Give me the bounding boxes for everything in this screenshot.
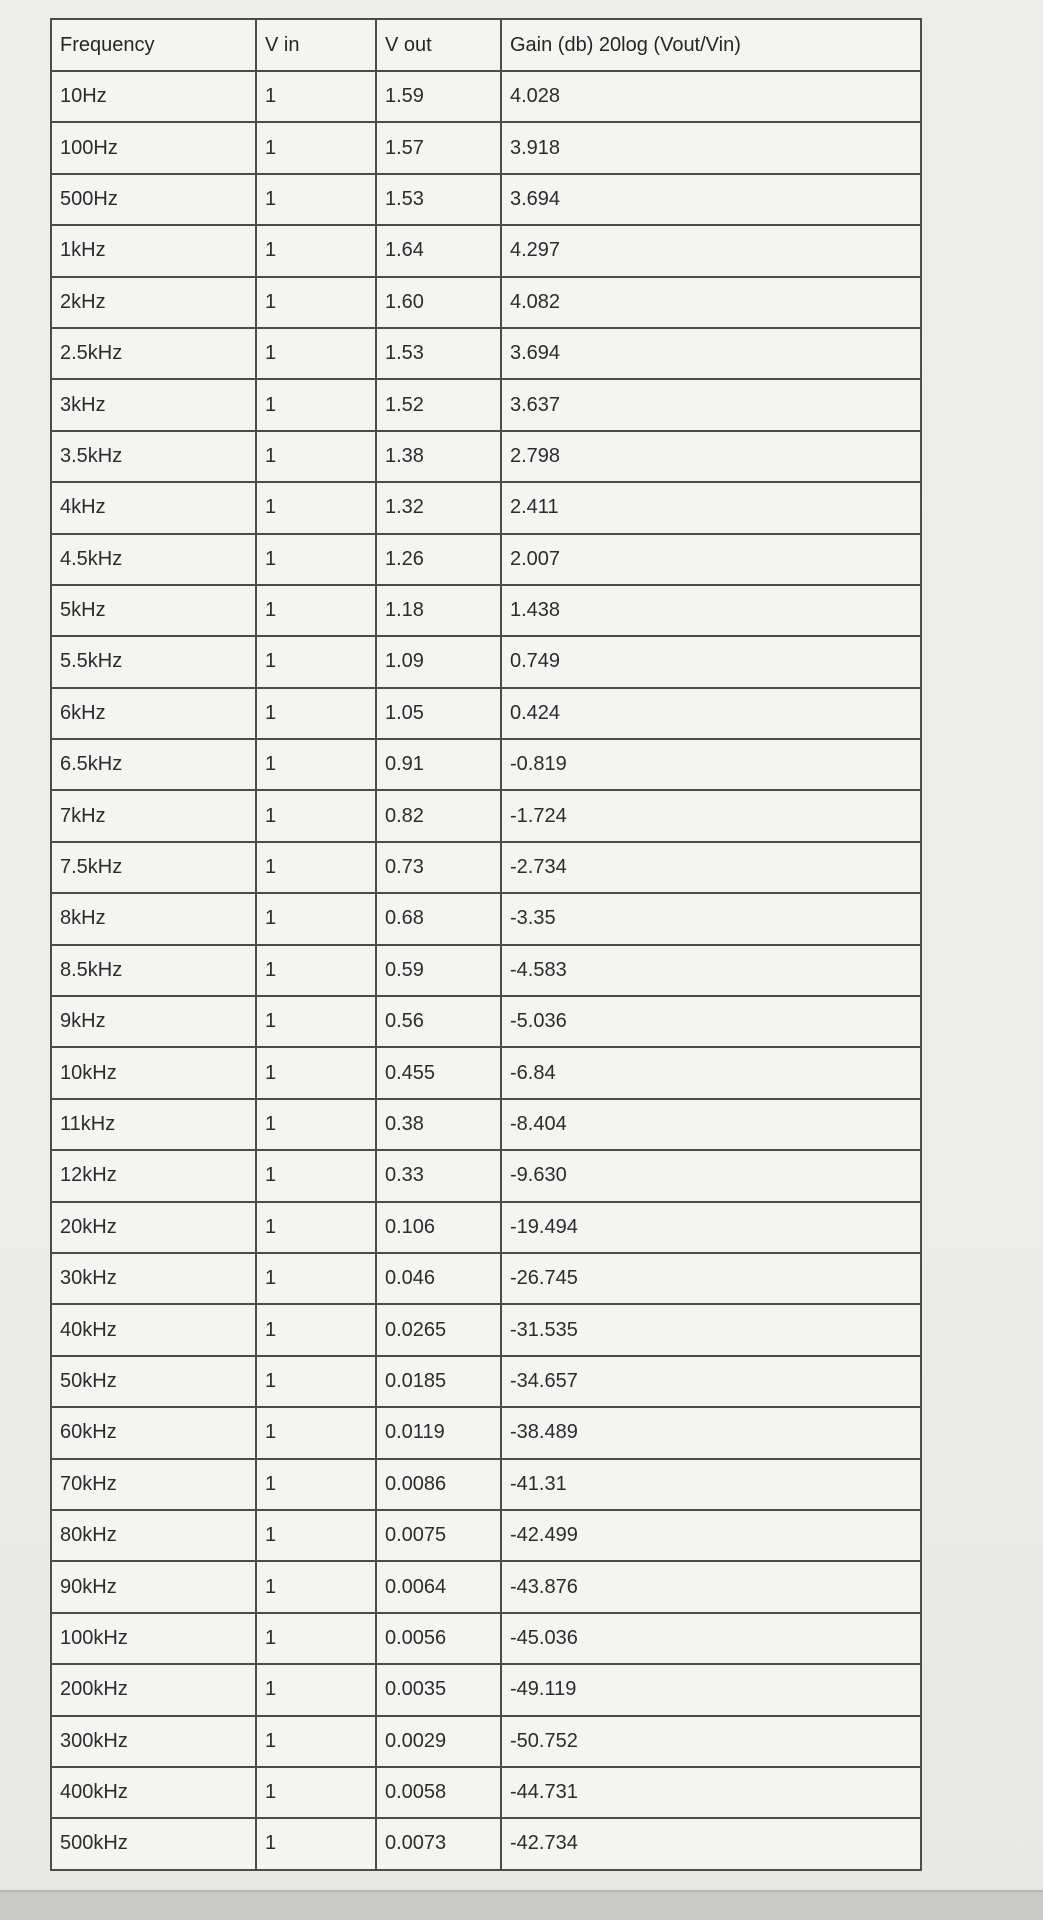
table-row — [51, 1150, 921, 1201]
cell-frequency: 30kHz — [51, 1253, 256, 1304]
cell-v-in: 1 — [256, 1099, 376, 1150]
cell-v-out: 0.68 — [376, 893, 501, 944]
cell-frequency: 3kHz — [51, 379, 256, 430]
cell-frequency: 3.5kHz — [51, 431, 256, 482]
table-row — [51, 1304, 921, 1355]
cell-v-out: 1.53 — [376, 328, 501, 379]
cell-frequency: 500Hz — [51, 174, 256, 225]
cell-frequency: 7.5kHz — [51, 842, 256, 893]
cell-gain: -42.499 — [501, 1510, 921, 1561]
cell-gain: -43.876 — [501, 1561, 921, 1612]
table-row — [51, 225, 921, 276]
cell-gain: -4.583 — [501, 945, 921, 996]
table-row — [51, 482, 921, 533]
cell-v-in: 1 — [256, 1407, 376, 1458]
cell-frequency: 70kHz — [51, 1459, 256, 1510]
cell-v-in: 1 — [256, 1613, 376, 1664]
cell-v-in: 1 — [256, 1253, 376, 1304]
cell-frequency: 10kHz — [51, 1047, 256, 1098]
cell-v-in: 1 — [256, 996, 376, 1047]
header-frequency: Frequency — [51, 19, 256, 71]
header-row — [51, 19, 921, 71]
cell-gain: -8.404 — [501, 1099, 921, 1150]
cell-v-in: 1 — [256, 431, 376, 482]
table-row — [51, 1407, 921, 1458]
table-row — [51, 174, 921, 225]
cell-v-in: 1 — [256, 174, 376, 225]
cell-gain: -49.119 — [501, 1664, 921, 1715]
table-row — [51, 945, 921, 996]
cell-frequency: 80kHz — [51, 1510, 256, 1561]
cell-v-out: 1.05 — [376, 688, 501, 739]
table-row — [51, 585, 921, 636]
cell-frequency: 5.5kHz — [51, 636, 256, 687]
cell-v-out: 1.26 — [376, 534, 501, 585]
cell-v-in: 1 — [256, 122, 376, 173]
cell-v-in: 1 — [256, 790, 376, 841]
cell-gain: 0.749 — [501, 636, 921, 687]
cell-gain: 3.694 — [501, 174, 921, 225]
cell-v-out: 1.53 — [376, 174, 501, 225]
cell-gain: 4.297 — [501, 225, 921, 276]
cell-v-in: 1 — [256, 945, 376, 996]
cell-frequency: 6.5kHz — [51, 739, 256, 790]
cell-v-in: 1 — [256, 1818, 376, 1869]
cell-gain: 4.082 — [501, 277, 921, 328]
table-row — [51, 1356, 921, 1407]
cell-v-out: 0.38 — [376, 1099, 501, 1150]
cell-gain: -6.84 — [501, 1047, 921, 1098]
cell-gain: 2.798 — [501, 431, 921, 482]
table-row — [51, 893, 921, 944]
cell-v-out: 0.0185 — [376, 1356, 501, 1407]
header-v-in: V in — [256, 19, 376, 71]
table-row — [51, 1613, 921, 1664]
cell-v-in: 1 — [256, 1664, 376, 1715]
cell-v-in: 1 — [256, 585, 376, 636]
cell-frequency: 100kHz — [51, 1613, 256, 1664]
cell-frequency: 200kHz — [51, 1664, 256, 1715]
cell-frequency: 40kHz — [51, 1304, 256, 1355]
cell-gain: -2.734 — [501, 842, 921, 893]
cell-v-out: 0.56 — [376, 996, 501, 1047]
table-row — [51, 996, 921, 1047]
cell-v-in: 1 — [256, 1459, 376, 1510]
table-row — [51, 71, 921, 122]
cell-frequency: 6kHz — [51, 688, 256, 739]
cell-frequency: 60kHz — [51, 1407, 256, 1458]
cell-frequency: 8kHz — [51, 893, 256, 944]
table-row — [51, 1716, 921, 1767]
cell-gain: 1.438 — [501, 585, 921, 636]
table-row — [51, 1561, 921, 1612]
cell-gain: -41.31 — [501, 1459, 921, 1510]
table-row — [51, 1253, 921, 1304]
cell-frequency: 100Hz — [51, 122, 256, 173]
cell-v-out: 0.0064 — [376, 1561, 501, 1612]
cell-gain: -9.630 — [501, 1150, 921, 1201]
cell-gain: -42.734 — [501, 1818, 921, 1869]
table-row — [51, 1459, 921, 1510]
cell-v-out: 0.106 — [376, 1202, 501, 1253]
cell-frequency: 20kHz — [51, 1202, 256, 1253]
cell-gain: -34.657 — [501, 1356, 921, 1407]
cell-frequency: 11kHz — [51, 1099, 256, 1150]
cell-v-out: 0.0029 — [376, 1716, 501, 1767]
cell-v-out: 0.0058 — [376, 1767, 501, 1818]
cell-v-out: 1.38 — [376, 431, 501, 482]
cell-v-in: 1 — [256, 534, 376, 585]
cell-v-in: 1 — [256, 482, 376, 533]
cell-v-out: 0.0075 — [376, 1510, 501, 1561]
cell-v-out: 1.32 — [376, 482, 501, 533]
cell-v-in: 1 — [256, 1150, 376, 1201]
table-row — [51, 1767, 921, 1818]
cell-v-in: 1 — [256, 328, 376, 379]
cell-v-in: 1 — [256, 379, 376, 430]
table-row — [51, 431, 921, 482]
table-row — [51, 1202, 921, 1253]
cell-v-in: 1 — [256, 1304, 376, 1355]
table-row — [51, 277, 921, 328]
cell-v-out: 0.0086 — [376, 1459, 501, 1510]
table-row — [51, 1664, 921, 1715]
frequency-response-table — [50, 18, 922, 1871]
table-row — [51, 1047, 921, 1098]
cell-v-out: 0.0035 — [376, 1664, 501, 1715]
cell-gain: 4.028 — [501, 71, 921, 122]
table-row — [51, 122, 921, 173]
cell-v-in: 1 — [256, 71, 376, 122]
cell-v-in: 1 — [256, 1561, 376, 1612]
cell-gain: -31.535 — [501, 1304, 921, 1355]
cell-frequency: 9kHz — [51, 996, 256, 1047]
cell-gain: -26.745 — [501, 1253, 921, 1304]
cell-v-out: 1.52 — [376, 379, 501, 430]
cell-v-out: 1.18 — [376, 585, 501, 636]
table-row — [51, 1510, 921, 1561]
cell-v-in: 1 — [256, 893, 376, 944]
cell-gain: -44.731 — [501, 1767, 921, 1818]
table-row — [51, 328, 921, 379]
table-row — [51, 739, 921, 790]
cell-v-in: 1 — [256, 1202, 376, 1253]
table-body — [51, 71, 921, 1870]
cell-v-out: 0.0073 — [376, 1818, 501, 1869]
cell-v-out: 0.046 — [376, 1253, 501, 1304]
cell-frequency: 2.5kHz — [51, 328, 256, 379]
table-row — [51, 688, 921, 739]
header-gain: Gain (db) 20log (Vout/Vin) — [501, 19, 921, 71]
table-row — [51, 534, 921, 585]
cell-v-out: 0.91 — [376, 739, 501, 790]
cell-v-in: 1 — [256, 739, 376, 790]
table-row — [51, 842, 921, 893]
cell-v-in: 1 — [256, 1356, 376, 1407]
cell-v-out: 1.64 — [376, 225, 501, 276]
cell-v-in: 1 — [256, 225, 376, 276]
cell-v-out: 1.57 — [376, 122, 501, 173]
cell-gain: 2.007 — [501, 534, 921, 585]
cell-frequency: 50kHz — [51, 1356, 256, 1407]
cell-v-out: 0.33 — [376, 1150, 501, 1201]
bottom-edge — [0, 1890, 1043, 1920]
cell-v-out: 0.82 — [376, 790, 501, 841]
cell-frequency: 5kHz — [51, 585, 256, 636]
table-row — [51, 636, 921, 687]
cell-gain: -38.489 — [501, 1407, 921, 1458]
cell-gain: -5.036 — [501, 996, 921, 1047]
cell-gain: -1.724 — [501, 790, 921, 841]
cell-v-in: 1 — [256, 1510, 376, 1561]
cell-frequency: 2kHz — [51, 277, 256, 328]
cell-gain: 2.411 — [501, 482, 921, 533]
cell-v-in: 1 — [256, 688, 376, 739]
cell-gain: 3.918 — [501, 122, 921, 173]
table-row — [51, 790, 921, 841]
cell-v-out: 1.09 — [376, 636, 501, 687]
table-row — [51, 1818, 921, 1869]
cell-frequency: 500kHz — [51, 1818, 256, 1869]
table-row — [51, 1099, 921, 1150]
cell-frequency: 12kHz — [51, 1150, 256, 1201]
cell-v-in: 1 — [256, 1716, 376, 1767]
cell-v-in: 1 — [256, 636, 376, 687]
cell-v-out: 1.60 — [376, 277, 501, 328]
cell-gain: 3.637 — [501, 379, 921, 430]
cell-frequency: 4kHz — [51, 482, 256, 533]
cell-v-out: 0.0056 — [376, 1613, 501, 1664]
cell-gain: -0.819 — [501, 739, 921, 790]
cell-frequency: 4.5kHz — [51, 534, 256, 585]
cell-frequency: 8.5kHz — [51, 945, 256, 996]
cell-gain: 0.424 — [501, 688, 921, 739]
cell-v-out: 0.59 — [376, 945, 501, 996]
header-v-out: V out — [376, 19, 501, 71]
cell-v-out: 0.0119 — [376, 1407, 501, 1458]
cell-gain: -3.35 — [501, 893, 921, 944]
cell-v-out: 0.0265 — [376, 1304, 501, 1355]
cell-frequency: 300kHz — [51, 1716, 256, 1767]
cell-v-out: 0.73 — [376, 842, 501, 893]
cell-gain: -50.752 — [501, 1716, 921, 1767]
cell-gain: -45.036 — [501, 1613, 921, 1664]
cell-gain: -19.494 — [501, 1202, 921, 1253]
cell-v-out: 1.59 — [376, 71, 501, 122]
cell-v-out: 0.455 — [376, 1047, 501, 1098]
cell-gain: 3.694 — [501, 328, 921, 379]
cell-v-in: 1 — [256, 1047, 376, 1098]
cell-frequency: 10Hz — [51, 71, 256, 122]
cell-frequency: 90kHz — [51, 1561, 256, 1612]
cell-v-in: 1 — [256, 277, 376, 328]
cell-v-in: 1 — [256, 1767, 376, 1818]
cell-v-in: 1 — [256, 842, 376, 893]
table-row — [51, 379, 921, 430]
cell-frequency: 7kHz — [51, 790, 256, 841]
cell-frequency: 400kHz — [51, 1767, 256, 1818]
cell-frequency: 1kHz — [51, 225, 256, 276]
